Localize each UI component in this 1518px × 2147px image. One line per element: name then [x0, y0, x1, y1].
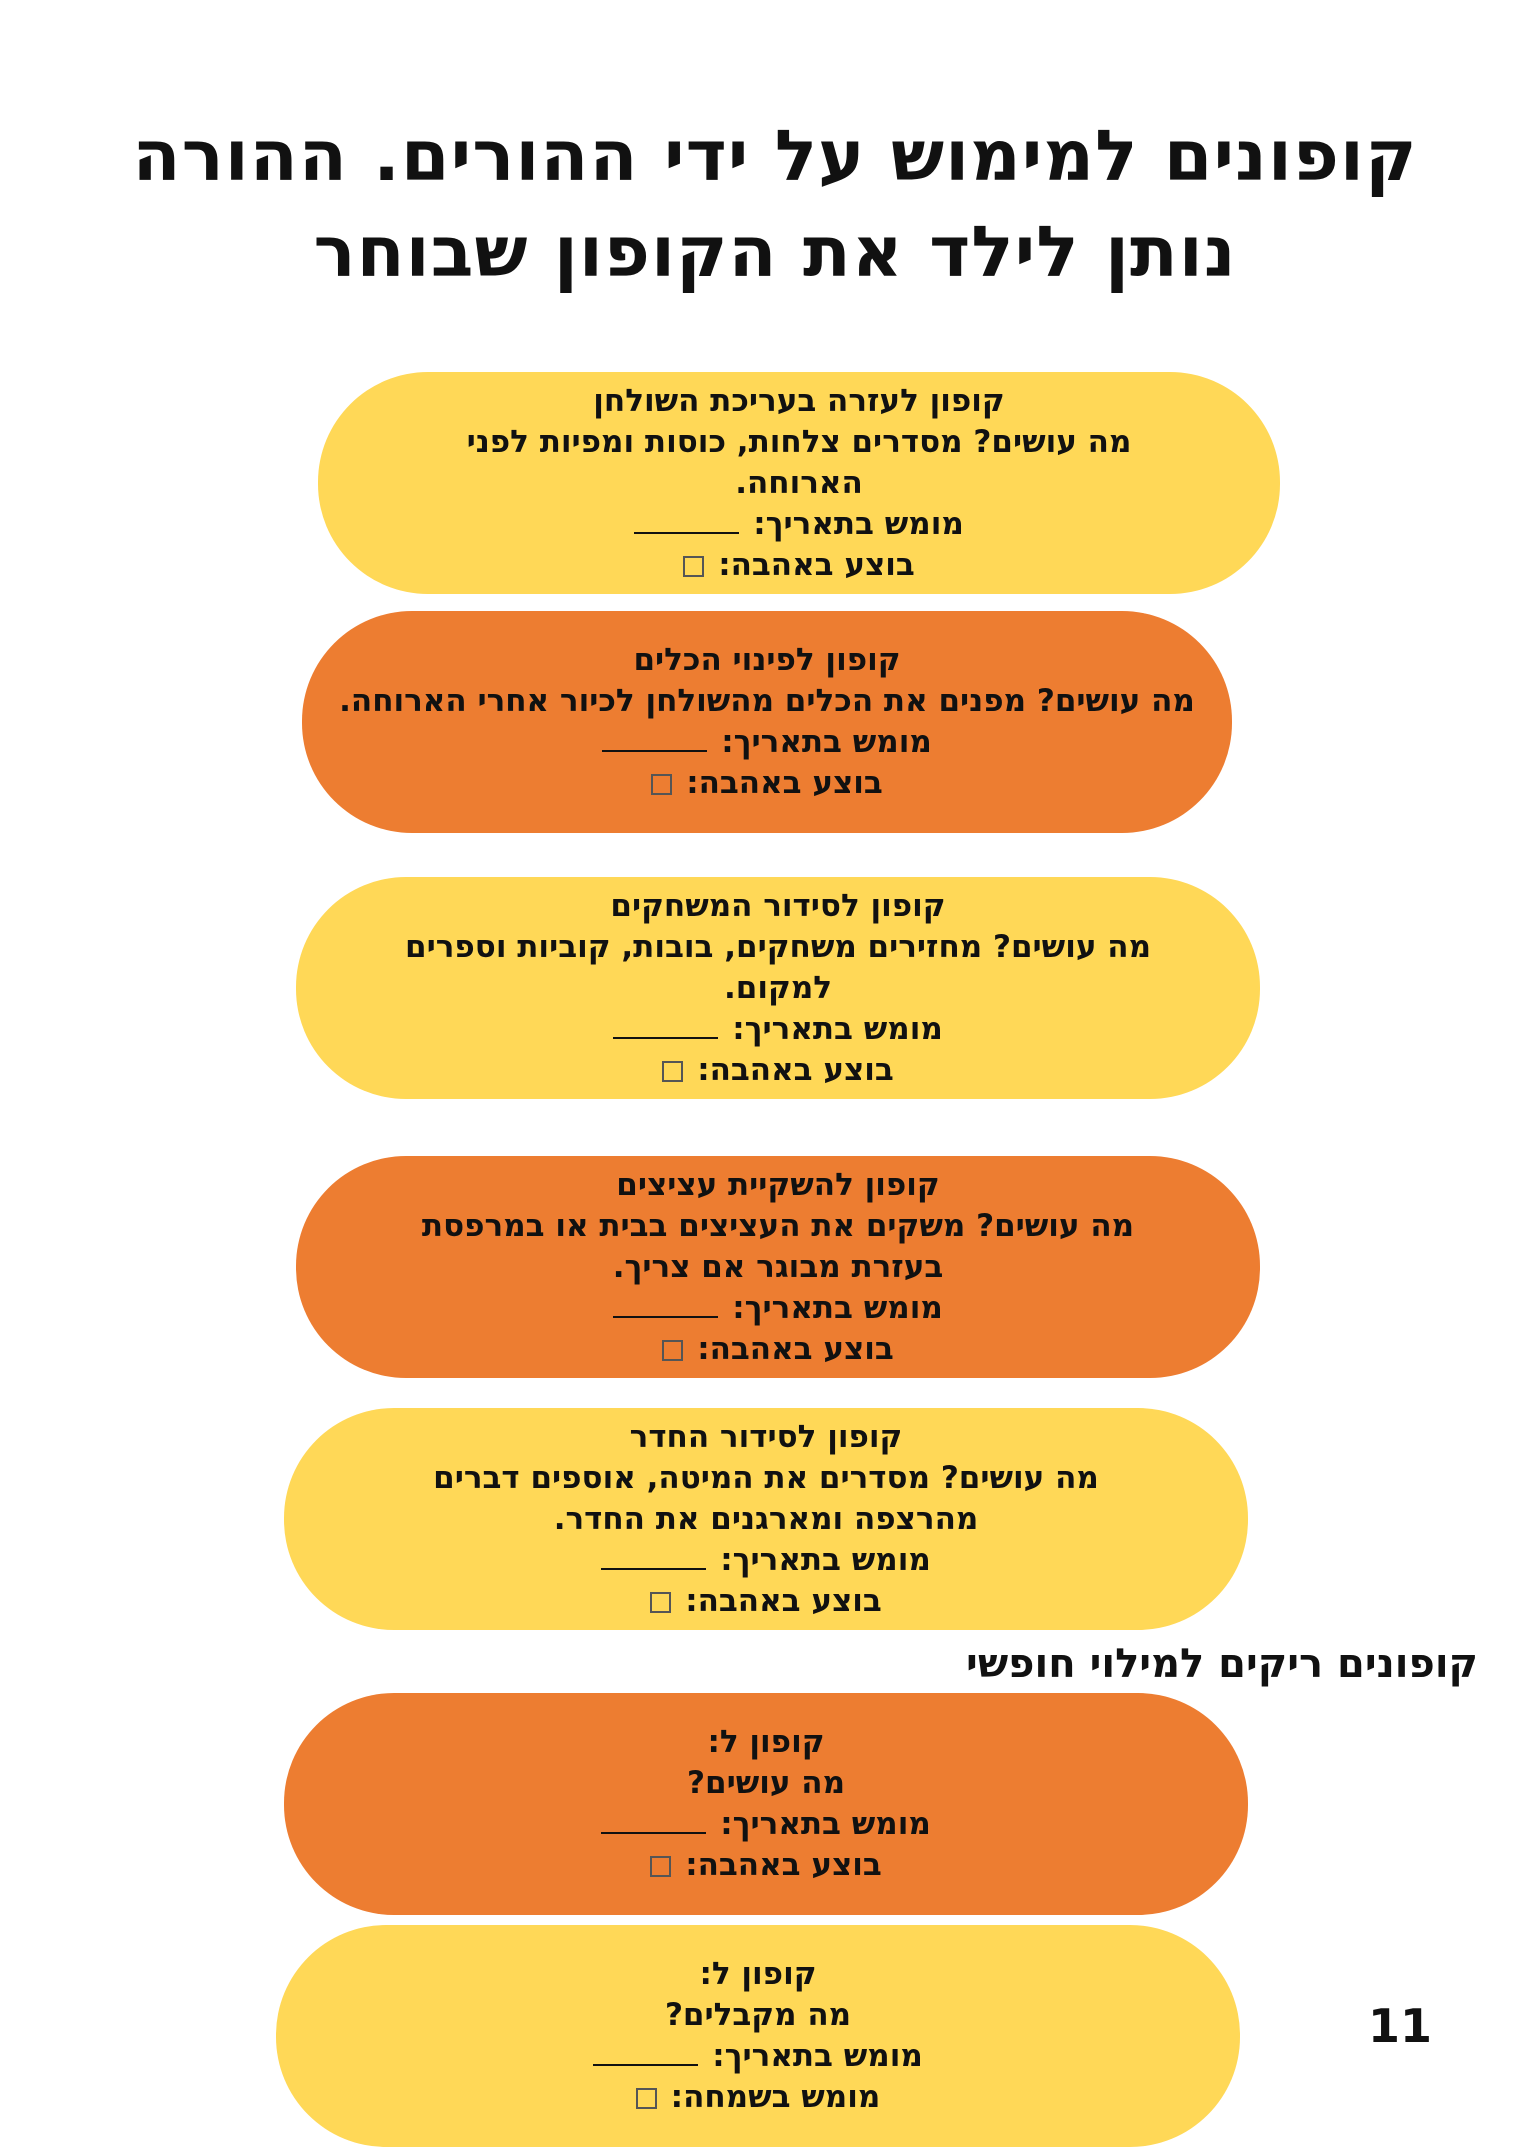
coupon-title: קופון לסידור החדר: [629, 1418, 903, 1455]
coupon-title: קופון ל:: [699, 1956, 817, 1992]
coupon-date-label: מומש בתאריך:: [732, 1289, 943, 1326]
done-checkbox[interactable]: [683, 556, 704, 577]
coupon-done-row: [683, 545, 915, 586]
coupon-date-row: [593, 2036, 923, 2077]
coupon-date-label: מומש בתאריך:: [732, 1010, 943, 1047]
coupon-date-label: מומש בתאריך:: [712, 2038, 923, 2074]
coupon-watering-plants: [296, 1156, 1260, 1378]
date-blank-line[interactable]: [593, 2064, 698, 2066]
coupon-done-label: בוצע באהבה:: [718, 546, 915, 583]
coupon-done-label: בוצע באהבה:: [685, 1582, 882, 1619]
coupon-description: מה עושים? משקים את העציצים בבית או במרפסת בעזרת מבוגר אם צריך.: [421, 1207, 1135, 1285]
coupon-done-row: [650, 1581, 882, 1622]
coupon-date-label: מומש בתאריך:: [753, 505, 964, 542]
coupon-description: מה עושים? מפנים את הכלים מהשולחן לכיור אחרי הארוחה.: [339, 683, 1195, 719]
coupon-done-label: בוצע באהבה:: [697, 1330, 894, 1367]
coupon-date-label: מומש בתאריך:: [720, 1806, 931, 1842]
coupon-description: מה עושים?: [687, 1765, 846, 1801]
page-title-line-1: קופונים למימוש על ידי ההורים. ההורה: [132, 115, 1418, 197]
date-blank-line[interactable]: [602, 750, 707, 752]
coupon-done-row: [662, 1050, 894, 1091]
coupon-title: קופון לעזרה בעריכת השולחן: [593, 382, 1005, 419]
blank-coupon-task: [284, 1693, 1248, 1915]
coupon-title: קופון להשקיית עציצים: [616, 1166, 940, 1203]
coupon-title: קופון לסידור המשחקים: [610, 887, 946, 924]
page-title-line-2: נותן לילד את הקופון שבוחר: [313, 211, 1237, 293]
done-checkbox[interactable]: [662, 1340, 683, 1361]
done-checkbox[interactable]: [651, 774, 672, 795]
coupon-title: קופון ל:: [707, 1724, 825, 1760]
coupon-done-row: [651, 763, 883, 804]
coupon-description: מה עושים? מסדרים את המיטה, אוספים דברים מהרצפה ומארגנים את החדר.: [433, 1459, 1099, 1537]
coupon-title: קופון לפינוי הכלים: [633, 642, 901, 678]
date-blank-line[interactable]: [601, 1832, 706, 1834]
blank-coupons-heading: קופונים ריקים למילוי חופשי: [966, 1641, 1478, 1687]
coupon-done-label: בוצע באהבה:: [685, 1847, 882, 1883]
coupon-clearing-dishes: [302, 611, 1232, 833]
date-blank-line[interactable]: [613, 1316, 718, 1318]
coupon-toy-tidying: [296, 877, 1260, 1099]
coupon-date-label: מומש בתאריך:: [720, 1541, 931, 1578]
coupon-done-label: בוצע באהבה:: [697, 1051, 894, 1088]
coupon-done-row: [662, 1329, 894, 1370]
coupon-date-row: [613, 1288, 943, 1329]
coupon-date-row: [601, 1540, 931, 1581]
coupon-description: מה עושים? מחזירים משחקים, בובות, קוביות וספרים למקום.: [404, 928, 1151, 1006]
coupon-done-row: [636, 2077, 881, 2118]
coupon-date-row: [613, 1009, 943, 1050]
coupon-date-row: [634, 504, 964, 545]
done-checkbox[interactable]: [636, 2088, 657, 2109]
done-checkbox[interactable]: [650, 1592, 671, 1613]
coupon-done-row: [650, 1845, 882, 1886]
coupon-table-setting: [318, 372, 1280, 594]
done-checkbox[interactable]: [662, 1061, 683, 1082]
coupon-date-row: [601, 1804, 931, 1845]
coupon-description: מה מקבלים?: [664, 1997, 852, 2033]
coupon-room-tidying: [284, 1408, 1248, 1630]
date-blank-line[interactable]: [634, 532, 739, 534]
coupon-done-label: מומש בשמחה:: [670, 2079, 881, 2115]
coupon-description: מה עושים? מסדרים צלחות, כוסות ומפיות לפני הארוחה.: [466, 423, 1132, 501]
coupon-done-label: בוצע באהבה:: [686, 765, 883, 801]
date-blank-line[interactable]: [613, 1037, 718, 1039]
coupon-date-label: מומש בתאריך:: [721, 724, 932, 760]
date-blank-line[interactable]: [601, 1568, 706, 1570]
page-number: 11: [1368, 1999, 1433, 2053]
done-checkbox[interactable]: [650, 1856, 671, 1877]
blank-coupon-reward: [276, 1925, 1240, 2147]
coupon-date-row: [602, 722, 932, 763]
